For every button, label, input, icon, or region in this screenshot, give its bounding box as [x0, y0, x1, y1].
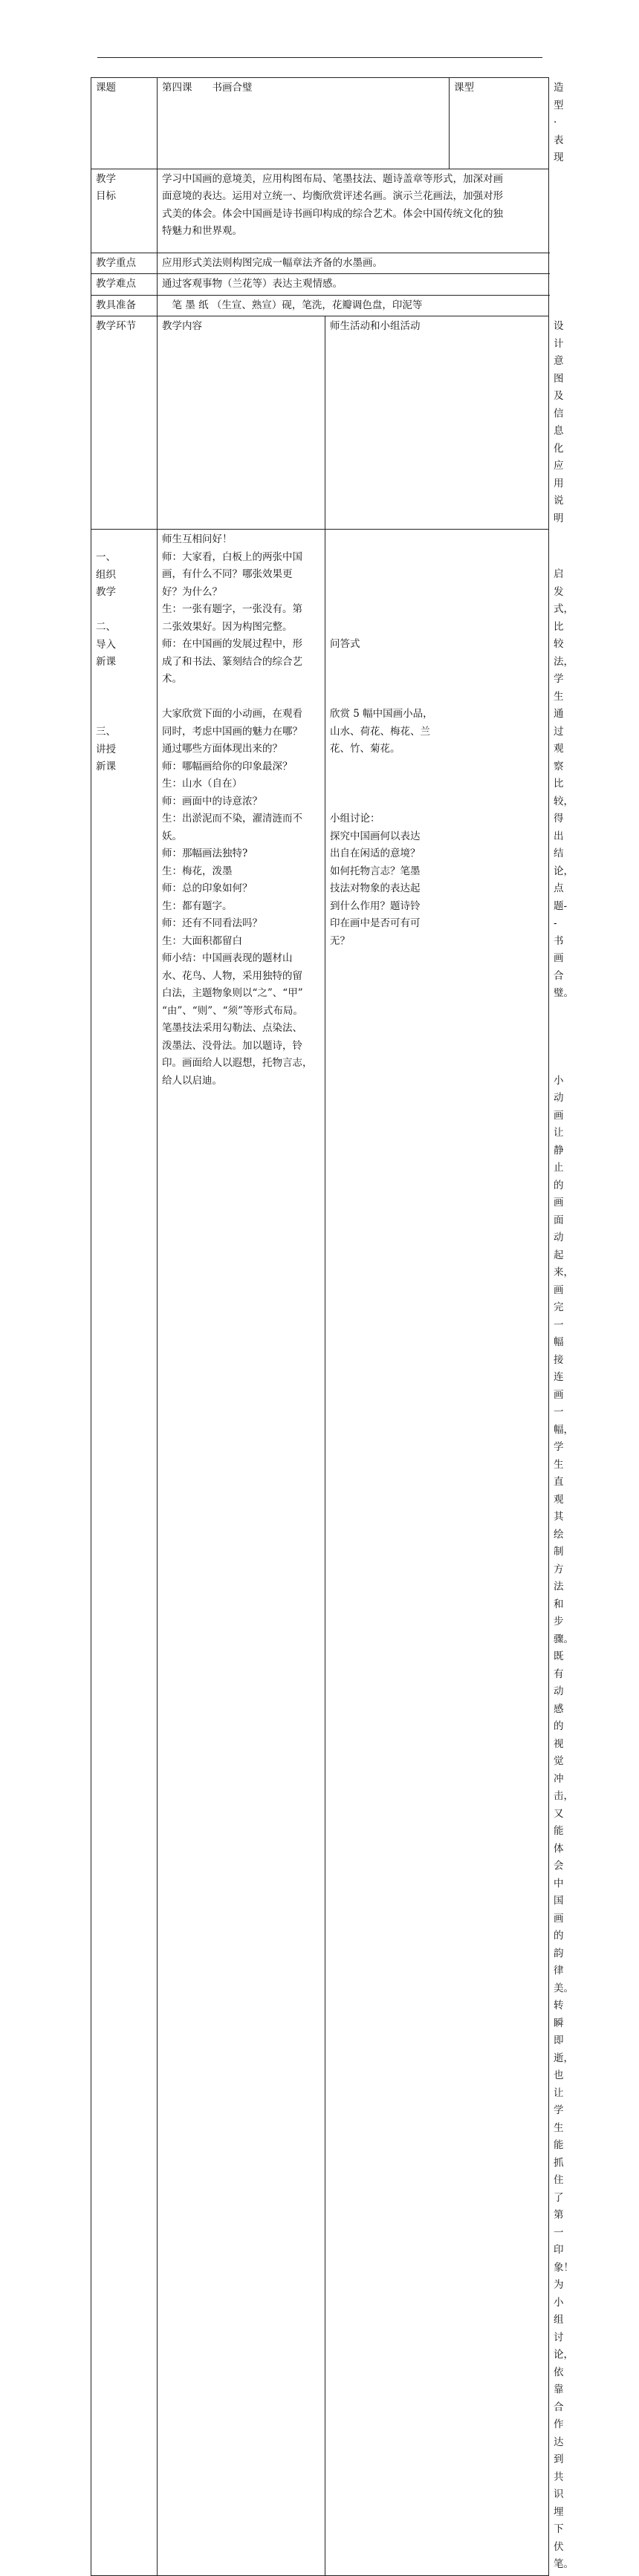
activity-line: 小组讨论： [330, 813, 380, 824]
step-column [91, 530, 158, 2576]
content-line: “由”、“则”、“须”等形式布局。 [162, 1004, 303, 1017]
content-line: 师：还有不同看法吗？ [162, 917, 262, 929]
goal-content [158, 169, 549, 253]
step-line: 一、 [96, 551, 116, 563]
activity-line [330, 775, 544, 793]
activity-line: 无？ [330, 934, 350, 947]
activity-line [330, 619, 544, 637]
tools-label: 教具准备 [91, 295, 158, 316]
activity-line [330, 654, 544, 671]
tools-content: 笔 墨 纸 （生宣、熟宣）砚，笔洗，花瓣调色盘，印泥等 [158, 295, 549, 316]
activity-line [330, 601, 544, 619]
content-line: 印。画面给人以遐想，托物言志， [162, 1057, 313, 1069]
difficulty-row [91, 274, 549, 296]
focus-row [91, 253, 549, 274]
course-type-label: 课型 [450, 78, 549, 169]
content-line: 妖。 [162, 830, 182, 842]
content-line: 同时，考虑中国画的魅力在哪？ [162, 725, 302, 738]
content-line: 术。 [162, 673, 182, 685]
activity-line: 技法对物象的表达起 [330, 882, 421, 894]
activity-line [330, 671, 544, 689]
content-line: 好？为什么？ [162, 585, 222, 598]
content-column [158, 530, 325, 2576]
column-header-row: 教学环节 教学内容 师生活动和小组活动 设计意图及信息 化应用说明 [91, 316, 549, 530]
difficulty-label: 教学难点 [91, 274, 158, 296]
goal-label-line: 目标 [96, 190, 116, 202]
content-line: 师：那幅画法独特? [162, 848, 248, 859]
activity-line: 探究中国画何以表达 [330, 830, 421, 842]
body-row: 一、 组织 教学 二、 导入 新课 三、 讲授 新课 师生互相问好！ 师：大家看，白板上的两张中国 画，有什么不同？哪张效果更 好？为什么？ 生：一张有题字，一张没有。第 二张效果好。因为构图完整。 师：在中国画的发展过程中，形 成了和书法、篆刻结合的综合艺 术。 大家欣赏下面的小动画，在观看 同时，考虑中国画的魅力在哪？ 通过哪些方面体现出来的？ 师：哪幅画给你的印象最深？ 生：山水（自在） 师：画面中的诗意浓？ 生：出淤泥而不染，濯清涟而不 妖。 师：那幅画法独特? 生：梅花，泼墨 师：总的印象如何？ 生：都有题字。 师：还有不同看法吗？ 生：大面积都留白 师小结：中国画表现的题材山 水、花鸟、人物，采用独特的留 白法，主题物象则以“之”、“甲” “由”、“则”、“须”等形式布局。 笔墨技法采用勾勒法、点染法、 泼墨法、没骨法。加以题诗，铃 印。画面给人以遐想，托物言志， 给人以启迪。 问答式 欣赏 5 幅中国画小品， 山水、荷花、梅花、兰 花、竹、菊花。 小组讨论： 探究中国画何以表达 出自在闲适的意境？ 如何托物言志？笔墨 技法对物象的表达起 到什么作用？题诗铃 印在画中是否可有可 无？ 启发式，比较法， 学生通过观察比 较，得出结论，点 题--书画合璧。 小动画让静止的 画面动起来，画完 一幅接连画一幅， 学生直观其绘制 方法和步骤。既有 动感的视觉冲击， 又能体会中国画 的韵律美。转瞬即 逝，也让学生能抓 住了第一印象！为 小组讨论，依靠合 作达到共识埋下 伏笔。 [91, 530, 549, 2576]
content-line: 生：山水（自在） [162, 778, 242, 790]
activity-line [330, 793, 544, 811]
activity-line [330, 689, 544, 706]
content-line: 生：出淤泥而不染，濯清涟而不 [162, 813, 302, 824]
content-line: 生：大面积都留白 [162, 934, 242, 947]
goal-line: 式美的体会。体会中国画是诗书画印构成的综合艺术。体会中国传统文化的独 [162, 207, 503, 220]
activity-line [330, 758, 544, 776]
content-line: 泼墨法、没骨法。加以题诗，铃 [162, 1039, 302, 1052]
content-line: 水、花鸟、人物，采用独特的留 [162, 969, 302, 982]
content-line: 通过哪些方面体现出来的？ [162, 743, 282, 755]
step-line [96, 602, 152, 619]
content-line: 师：在中国画的发展过程中，形 [162, 638, 302, 650]
content-line [162, 689, 320, 706]
content-line: 师：哪幅画给你的印象最深？ [162, 760, 293, 773]
step-line: 组织 [96, 568, 116, 581]
activity-line [330, 566, 544, 584]
goal-line: 学习中国画的意境美，应用构图布局、笔墨技法、题诗盖章等形式，加深对画 [162, 172, 503, 185]
content-line: 师：画面中的诗意浓？ [162, 795, 262, 807]
course-row: 课题 第四课 书画合璧 课型 造型·表现 [91, 78, 549, 169]
activity-line: 出自在闲适的意境？ [330, 848, 421, 859]
step-line: 三、 [96, 726, 116, 738]
step-line [96, 689, 152, 706]
step-line: 讲授 [96, 743, 116, 755]
content-line: 白法，主题物象则以“之”、“甲” [162, 987, 303, 999]
activity-line: 到什么作用？题诗铃 [330, 900, 421, 912]
content-line: 师生互相问好！ [162, 533, 233, 545]
header-content: 教学内容 [158, 316, 325, 530]
goal-row [91, 169, 549, 253]
goal-label-line: 教学 [96, 172, 116, 185]
focus-content: 应用形式美法则构图完成一幅章法齐备的水墨画。 [158, 253, 549, 274]
activity-line: 欣赏 5 幅中国画小品， [330, 708, 433, 720]
activity-column [325, 530, 549, 2576]
content-line: 画，有什么不同？哪张效果更 [162, 568, 293, 580]
content-line: 生：一张有题字，一张没有。第 [162, 603, 302, 615]
focus-label: 教学重点 [91, 253, 158, 274]
activity-line: 山水、荷花、梅花、兰 [330, 725, 430, 738]
course-label: 课题 [91, 78, 158, 169]
activity-line: 问答式 [330, 638, 360, 650]
content-line: 笔墨技法采用勾勒法、点染法、 [162, 1022, 302, 1034]
goal-line: 特魅力和世界观。 [162, 225, 242, 237]
header-step: 教学环节 [91, 316, 158, 530]
goal-label [91, 169, 158, 253]
goal-line: 面意境的表达。运用对立统一、均衡欣赏评述名画。演示兰花画法，加强对形 [162, 190, 503, 202]
step-line [96, 706, 152, 724]
content-line: 生：梅花，泼墨 [162, 865, 233, 877]
activity-line [330, 549, 544, 567]
content-line: 师：大家看，白板上的两张中国 [162, 550, 302, 563]
difficulty-content: 通过客观事物（兰花等）表达主观情感。 [158, 274, 549, 296]
activity-line: 花、竹、菊花。 [330, 743, 400, 755]
step-line: 新课 [96, 761, 116, 773]
activity-line: 印在画中是否可有可 [330, 917, 421, 929]
activity-line: 如何托物言志？笔墨 [330, 865, 421, 877]
tools-row [91, 295, 549, 316]
activity-line [330, 584, 544, 602]
step-line [96, 671, 152, 689]
header-rule [97, 57, 542, 58]
content-line: 二张效果好。因为构图完整。 [162, 620, 293, 633]
content-line: 生：都有题字。 [162, 900, 233, 912]
content-line: 师：总的印象如何？ [162, 882, 253, 894]
content-line: 成了和书法、篆刻结合的综合艺 [162, 655, 302, 668]
course-title: 第四课 书画合璧 [158, 78, 450, 169]
step-line: 二、 [96, 621, 116, 633]
activity-line [330, 531, 544, 549]
step-line: 新课 [96, 656, 116, 668]
step-line: 教学 [96, 586, 116, 598]
step-line: 导入 [96, 638, 116, 651]
content-line: 给人以启迪。 [162, 1074, 222, 1087]
content-line: 大家欣赏下面的小动画，在观看 [162, 708, 302, 720]
header-activity: 师生活动和小组活动 [325, 316, 549, 530]
lesson-plan-table [91, 77, 574, 2576]
content-line: 师小结：中国画表现的题材山 [162, 952, 293, 964]
